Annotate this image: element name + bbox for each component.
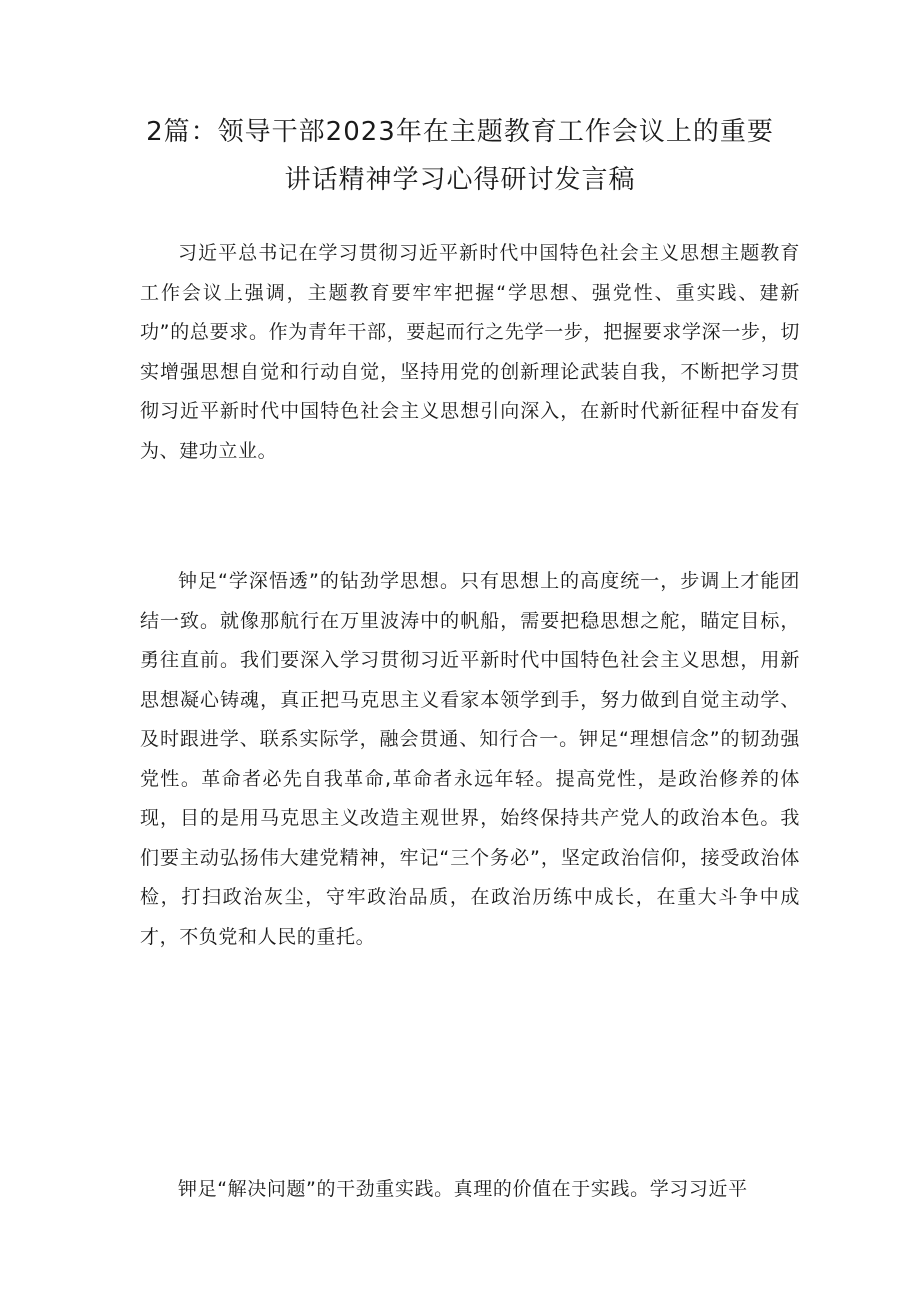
title-line-1: 2篇：领导干部2023年在主题教育工作会议上的重要 <box>146 117 774 147</box>
paragraph-1: 习近平总书记在学习贯彻习近平新时代中国特色社会主义思想主题教育工作会议上强调，主题教育要牢牢把握“学思想、强党性、重实践、建新功”的总要求。作为青年干部，要起而行之先学一步，把握要求学深一步，切实增强思想自觉和行动自觉，坚持用党的创新理论武装自我，不断把学习贯彻习近平新时代中国特色社会主义思想引向深入，在新时代新征程中奋发有为、建功立业。 <box>140 242 800 462</box>
paragraph-block-3 <box>140 1170 800 1210</box>
document-title <box>100 108 820 204</box>
paragraph-block-2 <box>140 562 800 957</box>
paragraph-block-1 <box>140 234 800 471</box>
title-line-2: 讲话精神学习心得研讨发言稿 <box>284 165 636 195</box>
paragraph-2: 钟足“学深悟透”的钻劲学思想。只有思想上的高度统一，步调上才能团结一致。就像那航行在万里波涛中的帆船，需要把稳思想之舵，瞄定目标，勇往直前。我们要深入学习贯彻习近平新时代中国特色社会主义思想，用新思想凝心铸魂，真正把马克思主义看家本领学到手，努力做到自觉主动学、及时跟进学、联系实际学，融会贯通、知行合一。钾足“理想信念”的韧劲强党性。革命者必先自我革命,革命者永远年轻。提高党性，是政治修养的体现，目的是用马克思主义改造主观世界，始终保持共产党人的政治本色。我们要主动弘扬伟大建党精神，牢记“三个务必”，坚定政治信仰，接受政治体检，打扫政治灰尘，守牢政治品质，在政治历练中成长，在重大斗争中成才，不负党和人民的重托。 <box>140 570 800 948</box>
paragraph-3: 钾足“解决问题”的干劲重实践。真理的价值在于实践。学习习近平 <box>178 1178 748 1200</box>
